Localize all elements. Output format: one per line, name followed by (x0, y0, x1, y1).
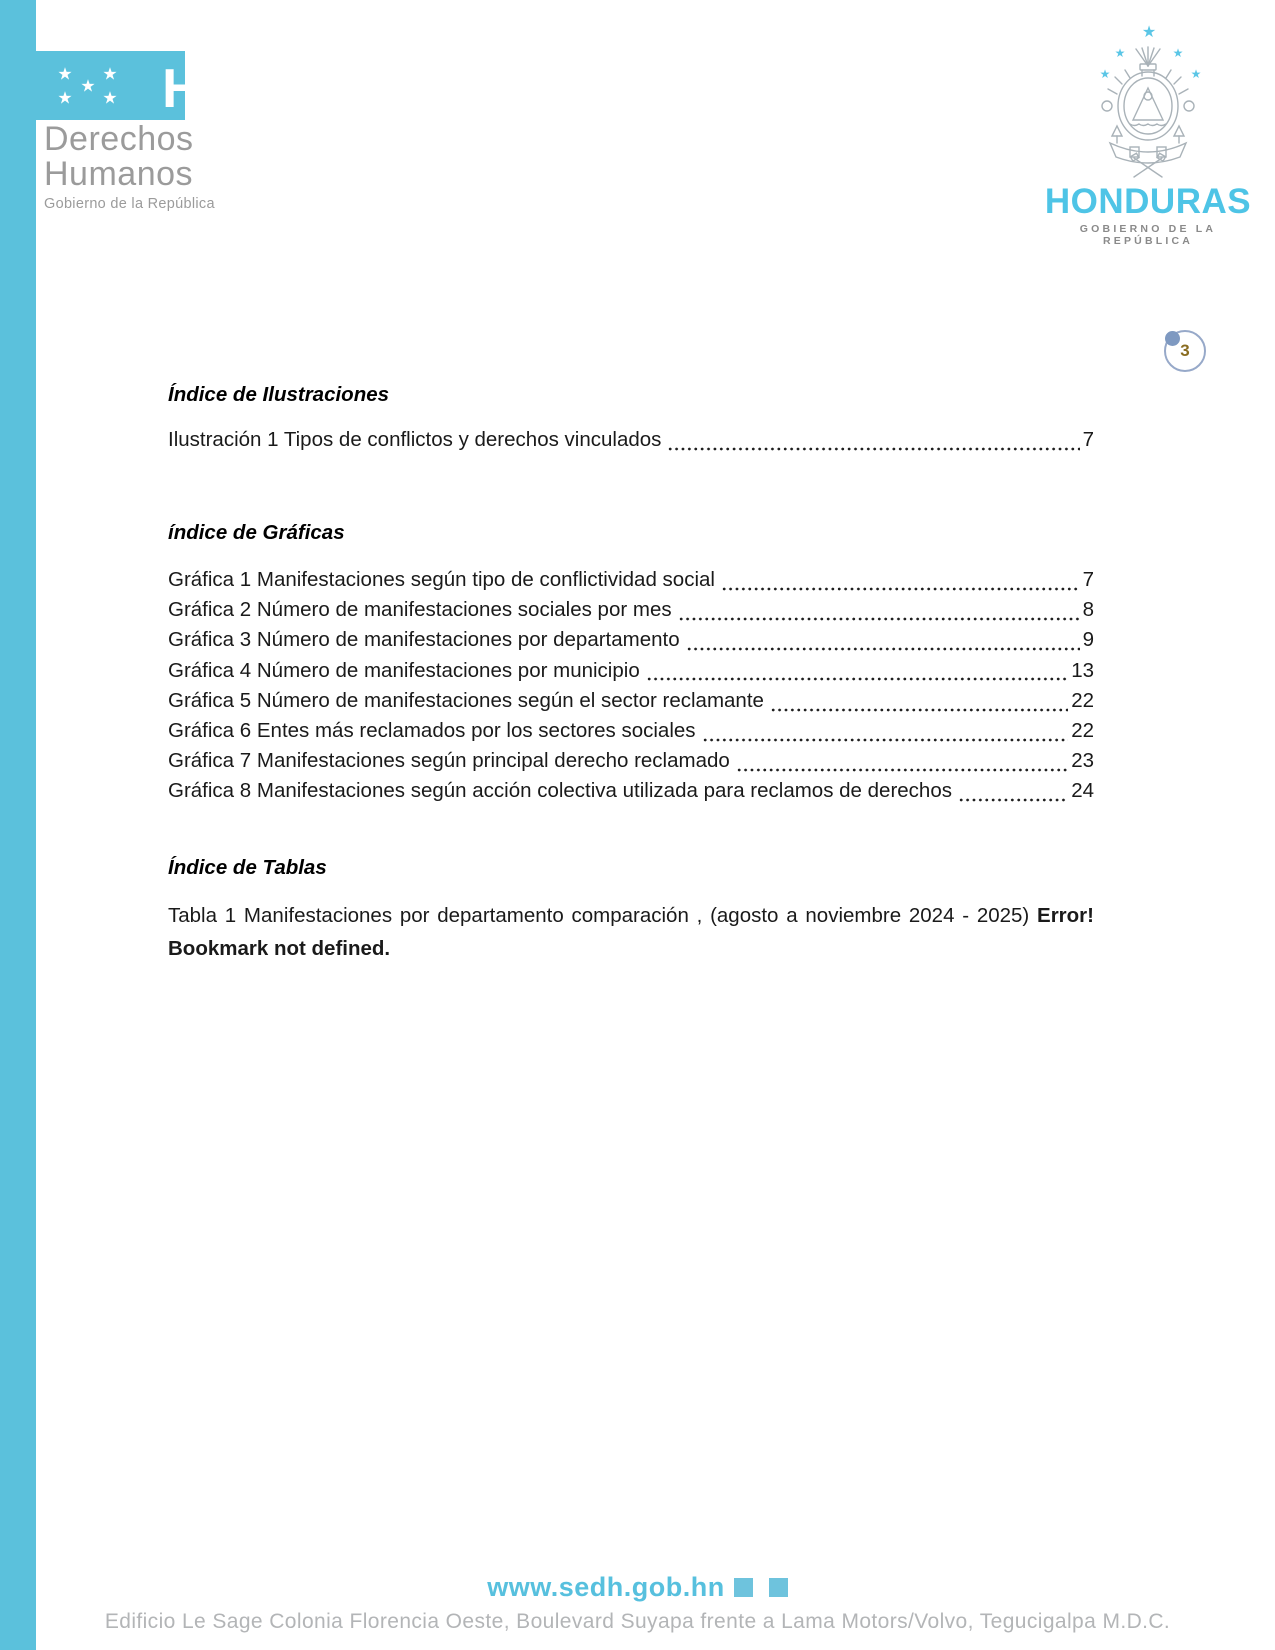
toc-entry (168, 568, 1094, 598)
toc-entry-page: 22 (1071, 718, 1094, 742)
left-accent-bar (0, 0, 36, 1650)
heading-indice-ilustraciones: Índice de Ilustraciones (168, 383, 390, 406)
star-icon: ★ (1172, 46, 1184, 60)
toc-entry-page: 8 (1082, 598, 1094, 622)
toc-entry-label: Gráfica 2 Número de manifestaciones sociales por mes (168, 598, 672, 622)
tabla-entry-text: Tabla 1 Manifestaciones por departamento comparación , (agosto a noviembre 2024 - 2025) (168, 904, 1038, 927)
wordmark-line2: Humanos (44, 155, 194, 193)
wordmark-line1: Derechos (44, 120, 194, 158)
toc-entry-label: Gráfica 3 Número de manifestaciones por departamento (168, 628, 680, 652)
footer-square-icon (769, 1578, 788, 1597)
toc-entry (168, 659, 1094, 689)
toc-entry-page: 7 (1082, 428, 1094, 451)
graficas-list (168, 568, 1094, 810)
toc-entry (168, 749, 1094, 779)
toc-entry-label: Gráfica 6 Entes más reclamados por los sectores sociales (168, 718, 696, 742)
footer-website-row (0, 1572, 1275, 1603)
toc-entry-page: 9 (1082, 628, 1094, 652)
footer-address: Edificio Le Sage Colonia Florencia Oeste, Boulevard Suyapa frente a Lama Motors/Volvo, Tegucigalpa M.D.C. (104, 1610, 1171, 1633)
toc-entry-label: Gráfica 5 Número de manifestaciones según el sector reclamante (168, 688, 764, 712)
dot-leader (678, 598, 1080, 628)
toc-entry (168, 598, 1094, 628)
toc-entry-label: Gráfica 8 Manifestaciones según acción colectiva utilizada para reclamos de derechos (168, 779, 952, 803)
derechos-humanos-wordmark (44, 122, 194, 192)
tabla-entry (168, 899, 1094, 965)
dot-leader (958, 779, 1068, 809)
toc-entry-label: Gráfica 4 Número de manifestaciones por municipio (168, 658, 640, 682)
gobierno-subtitle: Gobierno de la República (44, 196, 215, 212)
toc-entry (168, 628, 1094, 658)
star-icon: ★ (80, 76, 96, 96)
dot-leader (646, 659, 1068, 689)
star-icon: ★ (1099, 67, 1111, 81)
toc-entry (168, 719, 1094, 749)
star-icon: ★ (1141, 24, 1157, 41)
coat-of-arms-icon (1098, 46, 1198, 178)
toc-entry-page: 23 (1071, 749, 1094, 773)
toc-entry-page: 24 (1071, 779, 1094, 803)
star-icon: ★ (57, 64, 73, 84)
star-icon: ★ (57, 88, 73, 108)
dot-leader (736, 749, 1068, 779)
toc-entry-label: Gráfica 1 Manifestaciones según tipo de conflictividad social (168, 568, 715, 591)
honduras-subtitle: GOBIERNO DE LA REPÚBLICA (1079, 223, 1217, 247)
dot-leader (770, 689, 1068, 719)
star-icon: ★ (102, 88, 118, 108)
tabla-entry-error: Error! Bookmark not defined. (168, 904, 1094, 960)
star-icon: ★ (102, 64, 118, 84)
heading-indice-tablas: Índice de Tablas (168, 856, 327, 879)
footer-website: www.sedh.gob.hn (487, 1572, 725, 1602)
toc-entry-label: Ilustración 1 Tipos de conflictos y derechos vinculados (168, 428, 662, 451)
h-letter-mark: H (162, 57, 202, 119)
toc-entry-page: 22 (1071, 688, 1094, 712)
dot-leader (686, 628, 1080, 658)
star-icon: ★ (1190, 67, 1202, 81)
toc-entry-page: 13 (1071, 658, 1094, 682)
page-number: 3 (1180, 341, 1190, 360)
dot-leader (702, 719, 1069, 749)
honduras-wordmark: HONDURAS (1044, 182, 1252, 221)
heading-indice-graficas: índice de Gráficas (168, 521, 345, 544)
dot-leader (721, 568, 1080, 598)
dot-leader (667, 428, 1079, 458)
star-icon: ★ (1114, 46, 1126, 60)
derechos-humanos-logo (36, 51, 202, 120)
toc-entry (168, 689, 1094, 719)
toc-entry (168, 779, 1094, 809)
honduras-gov-logo (1040, 20, 1256, 247)
toc-entry-label: Gráfica 7 Manifestaciones según principal derecho reclamado (168, 749, 730, 773)
toc-entry-page: 7 (1082, 568, 1094, 591)
footer-square-icon (734, 1578, 753, 1597)
toc-entry (168, 428, 1094, 458)
